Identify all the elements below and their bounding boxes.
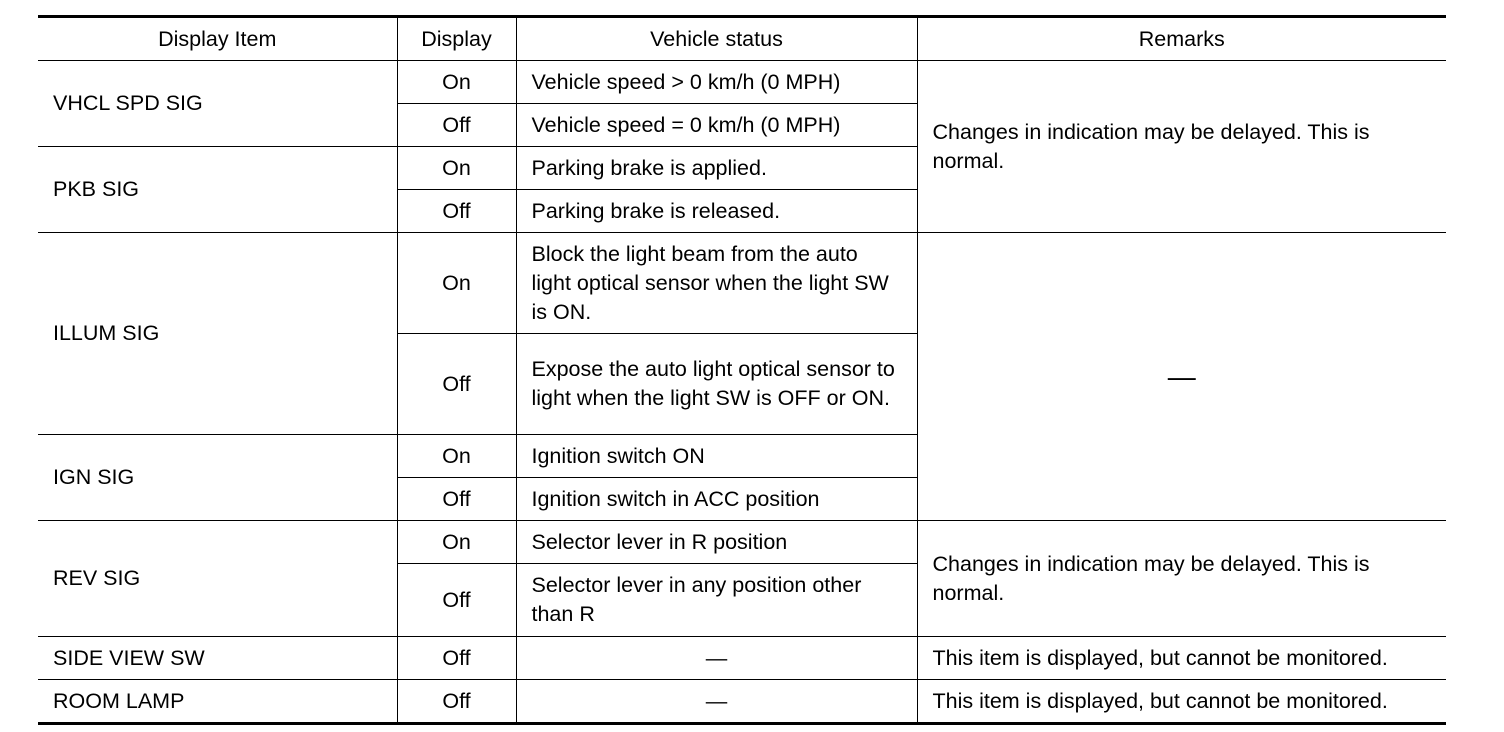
item-side-view-sw: SIDE VIEW SW	[38, 637, 397, 680]
vehicle-status: Ignition switch in ACC position	[516, 478, 917, 521]
vehicle-status: Selector lever in any position other than R	[516, 564, 917, 637]
table-row	[38, 637, 1446, 680]
display-value: On	[397, 435, 516, 478]
header-remarks: Remarks	[917, 17, 1446, 61]
remark-delayed: Changes in indication may be delayed. This is normal.	[917, 61, 1446, 233]
remark-delayed: Changes in indication may be delayed. This is normal.	[917, 521, 1446, 637]
table-row	[38, 61, 1446, 104]
display-value: Off	[397, 564, 516, 637]
vehicle-status: Ignition switch ON	[516, 435, 917, 478]
vehicle-status: Expose the auto light optical sensor to light when the light SW is OFF or ON.	[516, 334, 917, 435]
display-value: Off	[397, 104, 516, 147]
vehicle-status: Parking brake is applied.	[516, 147, 917, 190]
display-value: On	[397, 147, 516, 190]
remark-not-monitored: This item is displayed, but cannot be monitored.	[917, 637, 1446, 680]
vehicle-status: Selector lever in R position	[516, 521, 917, 564]
vehicle-status: Vehicle speed > 0 km/h (0 MPH)	[516, 61, 917, 104]
display-value: Off	[397, 190, 516, 233]
table-header-row	[38, 17, 1446, 61]
vehicle-status: —	[516, 680, 917, 724]
header-vehicle-status: Vehicle status	[516, 17, 917, 61]
header-display: Display	[397, 17, 516, 61]
item-room-lamp: ROOM LAMP	[38, 680, 397, 724]
display-value: On	[397, 61, 516, 104]
item-rev-sig: REV SIG	[38, 521, 397, 637]
vehicle-status: Block the light beam from the auto light optical sensor when the light SW is ON.	[516, 233, 917, 334]
display-value: On	[397, 521, 516, 564]
item-vhcl-spd-sig: VHCL SPD SIG	[38, 61, 397, 147]
vehicle-status: —	[516, 637, 917, 680]
display-value: Off	[397, 334, 516, 435]
display-value: Off	[397, 680, 516, 724]
table-row	[38, 680, 1446, 724]
display-value: Off	[397, 478, 516, 521]
remark-not-monitored: This item is displayed, but cannot be monitored.	[917, 680, 1446, 724]
display-value: On	[397, 233, 516, 334]
table-row	[38, 521, 1446, 564]
display-item-table	[38, 15, 1446, 725]
header-display-item: Display Item	[38, 17, 397, 61]
display-value: Off	[397, 637, 516, 680]
item-illum-sig: ILLUM SIG	[38, 233, 397, 435]
remark-dash: —	[917, 233, 1446, 521]
table-row	[38, 233, 1446, 334]
vehicle-status: Parking brake is released.	[516, 190, 917, 233]
vehicle-status: Vehicle speed = 0 km/h (0 MPH)	[516, 104, 917, 147]
item-ign-sig: IGN SIG	[38, 435, 397, 521]
item-pkb-sig: PKB SIG	[38, 147, 397, 233]
